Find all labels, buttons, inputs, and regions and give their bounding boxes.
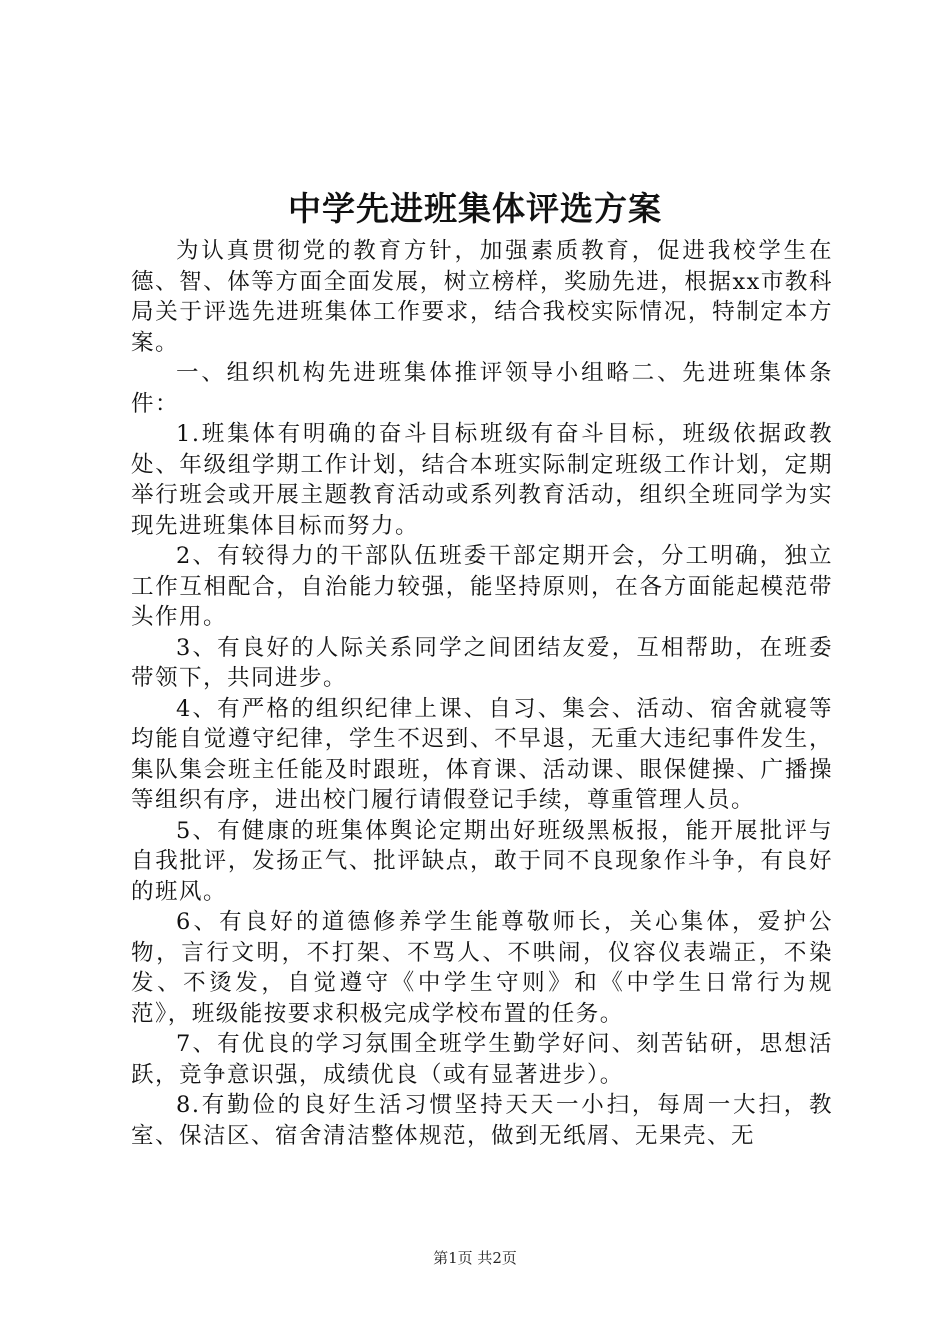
- paragraph-section-1: 一、组织机构先进班集体推评领导小组略二、先进班集体条件：: [131, 360, 833, 417]
- paragraph-intro: 为认真贯彻党的教育方针，加强素质教育，促进我校学生在德、智、体等方面全面发展，树立榜样，奖励先进，根据xx市教科局关于评选先进班集体工作要求，结合我校实际情况，特制定本方案。: [131, 238, 833, 356]
- paragraph-item-2: 2、有较得力的干部队伍班委干部定期开会，分工明确，独立工作互相配合，自治能力较强，能坚持原则，在各方面能起模范带头作用。: [131, 543, 833, 630]
- document-title: 中学先进班集体评选方案: [288, 189, 662, 228]
- paragraph-item-7: 7、有优良的学习氛围全班学生勤学好问、刻苦钻研，思想活跃，竞争意识强，成绩优良（或有显著进步）。: [131, 1031, 833, 1088]
- paragraph-item-1: 1.班集体有明确的奋斗目标班级有奋斗目标，班级依据政教处、年级组学期工作计划，结合本班实际制定班级工作计划，定期举行班会或开展主题教育活动或系列教育活动，组织全班同学为实现先进班集体目标而努力。: [131, 421, 833, 539]
- page-footer: 第1页 共2页: [433, 1249, 517, 1267]
- paragraph-item-5: 5、有健康的班集体舆论定期出好班级黑板报，能开展批评与自我批评，发扬正气、批评缺点，敢于同不良现象作斗争，有良好的班风。: [131, 817, 833, 905]
- paragraph-item-8: 8.有勤俭的良好生活习惯坚持天天一小扫，每周一大扫，教室、保洁区、宿舍清洁整体规范，做到无纸屑、无果壳、无: [131, 1092, 833, 1149]
- document-body: [131, 236, 833, 1151]
- paragraph-item-3: 3、有良好的人际关系同学之间团结友爱，互相帮助，在班委带领下，共同进步。: [131, 634, 833, 691]
- paragraph-item-6: 6、有良好的道德修养学生能尊敬师长，关心集体，爱护公物，言行文明，不打架、不骂人、不哄闹，仪容仪表端正，不染发、不烫发，自觉遵守《中学生守则》和《中学生日常行为规范》，班级能按要求积极完成学校布置的任务。: [131, 909, 833, 1027]
- paragraph-item-4: 4、有严格的组织纪律上课、自习、集会、活动、宿舍就寝等均能自觉遵守纪律，学生不迟到、不早退，无重大违纪事件发生，集队集会班主任能及时跟班，体育课、活动课、眼保健操、广播操等组织有序，进出校门履行请假登记手续，尊重管理人员。: [131, 695, 833, 813]
